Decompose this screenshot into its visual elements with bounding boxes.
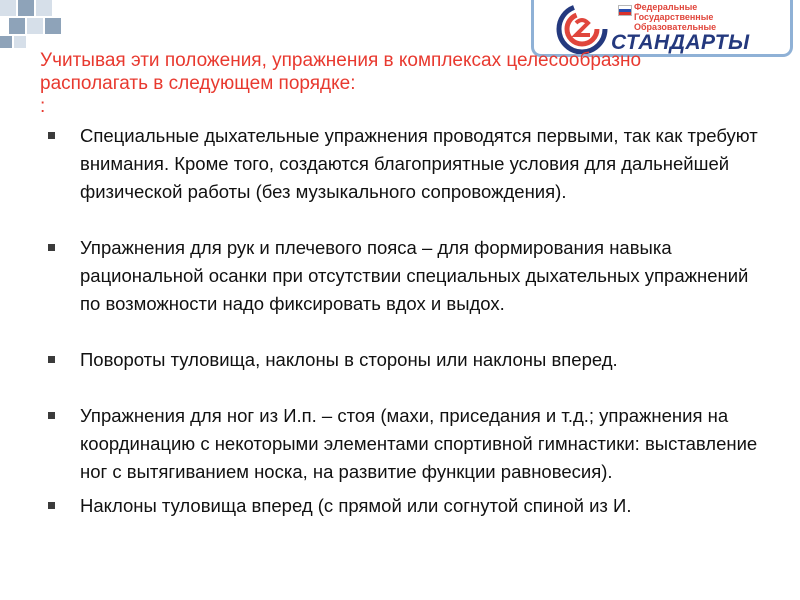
decorative-square <box>36 0 52 16</box>
bullet-list <box>48 122 768 520</box>
decorative-square <box>0 0 16 16</box>
logo-wordmark: СТАНДАРТЫ <box>611 31 750 54</box>
decorative-squares <box>0 0 70 50</box>
list-item-text: Специальные дыхательные упражнения проводятся первыми, так как требуют внимания. Кроме того, создаются благоприятные условия для дальнейшей физической работы (без музыкального сопровождения). <box>80 125 758 202</box>
slide-title-colon: : <box>40 96 46 117</box>
list-item-text: Наклоны туловища вперед (с прямой или согнутой спиной из И. <box>80 495 632 516</box>
decorative-square <box>18 0 34 16</box>
logo-line: Образовательные <box>634 22 717 32</box>
list-item <box>48 234 768 318</box>
logo-line: Государственные <box>634 12 714 22</box>
standards-emblem-icon <box>556 3 612 55</box>
decorative-square <box>14 36 26 48</box>
list-item-text: Повороты туловища, наклоны в стороны или наклоны вперед. <box>80 349 618 370</box>
square-bullet-icon <box>48 412 55 419</box>
decorative-square <box>0 36 12 48</box>
list-item <box>48 122 768 206</box>
decorative-square <box>45 18 61 34</box>
square-bullet-icon <box>48 244 55 251</box>
square-bullet-icon <box>48 132 55 139</box>
list-item <box>48 346 768 374</box>
slide-title <box>40 49 720 118</box>
logo-line: Федеральные <box>634 2 698 12</box>
logo-text-lines <box>634 2 716 32</box>
list-item <box>48 492 768 520</box>
list-item <box>48 402 768 486</box>
decorative-square <box>27 18 43 34</box>
russian-flag-icon <box>618 5 632 16</box>
list-item-text: Упражнения для ног из И.п. – стоя (махи, приседания и т.д.; упражнения на координацию с некоторыми элементами спортивной гимнастики: выставление ног с вытягиванием носка, на развитие функции равновесия). <box>80 405 758 482</box>
list-item-text: Упражнения для рук и плечевого пояса – для формирования навыка рациональной осанки при отсутствии специальных дыхательных упражнений по возможности надо фиксировать вдох и выдох. <box>80 237 749 314</box>
decorative-square <box>9 18 25 34</box>
slide-title-text: Учитывая эти положения, упражнения в комплексах целесообразно располагать в следующем порядке: <box>40 50 642 94</box>
square-bullet-icon <box>48 356 55 363</box>
square-bullet-icon <box>48 502 55 509</box>
